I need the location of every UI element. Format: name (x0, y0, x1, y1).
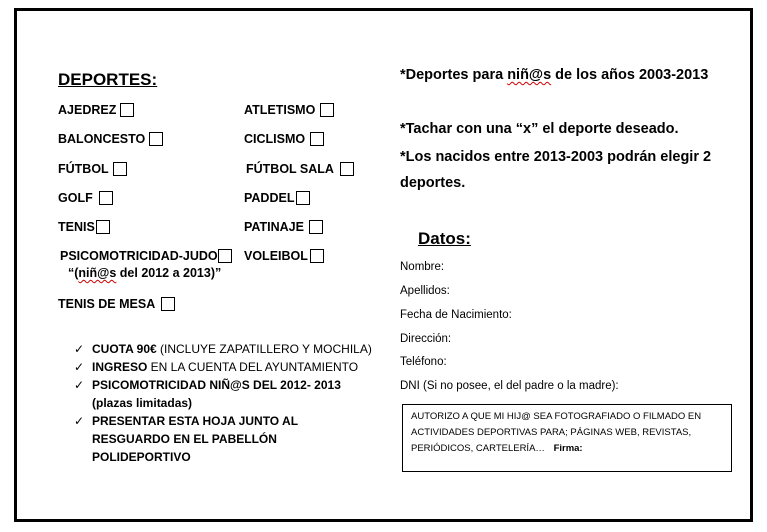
sport-label: CICLISMO (244, 132, 306, 146)
checkbox-square-icon[interactable] (149, 132, 163, 146)
sport-futbol[interactable] (58, 162, 127, 176)
checkbox-square-icon[interactable] (296, 191, 310, 205)
sport-futbol-sala[interactable] (246, 162, 354, 176)
deportes-title: DEPORTES: (58, 70, 158, 89)
list-item: ✓ INGRESO EN LA CUENTA DEL AYUNTAMIENTO (74, 360, 359, 374)
checkbox-square-icon[interactable] (340, 162, 354, 176)
note-years: *Deportes para niñ@s de los años 2003-2013 (400, 67, 709, 83)
checkbox-square-icon[interactable] (218, 249, 232, 263)
sport-baloncesto[interactable] (58, 132, 163, 146)
authorization-text: AUTORIZO A QUE MI HIJ@ SEA FOTOGRAFIADO O FILMADO EN ACTIVIDADES DEPORTIVAS PARA; PÁGINAS WEB, REVISTAS, PERIÓDICOS, CARTELERÍA… (411, 411, 702, 454)
checkmark-icon: ✓ (74, 378, 85, 392)
sport-ajedrez[interactable] (58, 103, 134, 117)
sport-voleibol[interactable] (244, 249, 324, 263)
sport-ciclismo[interactable] (244, 132, 324, 146)
sport-paddel[interactable] (244, 191, 310, 205)
field-direccion[interactable]: Dirección: (400, 333, 452, 345)
checkbox-square-icon[interactable] (310, 132, 324, 146)
note-mark-x: *Tachar con una “x” el deporte deseado. (400, 121, 679, 137)
list-item: ✓ CUOTA 90€ (INCLUYE ZAPATILLERO Y MOCHILA) (74, 342, 372, 356)
field-apellidos[interactable]: Apellidos: (400, 285, 450, 297)
checkbox-square-icon[interactable] (309, 220, 323, 234)
field-nombre[interactable]: Nombre: (400, 261, 445, 273)
sport-label: FÚTBOL SALA (246, 162, 334, 176)
sport-tenis-de-mesa[interactable] (58, 297, 175, 311)
checkmark-icon: ✓ (74, 360, 85, 374)
checkbox-square-icon[interactable] (99, 191, 113, 205)
sport-patinaje[interactable] (244, 220, 323, 234)
sport-label: PATINAJE (244, 220, 304, 234)
list-item: ✓ PSICOMOTRICIDAD NIÑ@S DEL 2012- 2013 (plazas limitadas) (74, 378, 341, 410)
checkbox-square-icon[interactable] (161, 297, 175, 311)
list-item: ✓ PRESENTAR ESTA HOJA JUNTO AL RESGUARDO EN EL PABELLÓN POLIDEPORTIVO (74, 414, 298, 464)
sport-label: PADDEL (244, 191, 295, 205)
checkmark-icon: ✓ (74, 414, 85, 428)
checkbox-square-icon[interactable] (320, 103, 334, 117)
checkbox-square-icon[interactable] (310, 249, 324, 263)
datos-title: Datos: (418, 229, 471, 248)
judo-age-note: “(niñ@s del 2012 a 2013)” (68, 266, 222, 280)
sport-psicomotricidad-judo[interactable] (60, 249, 232, 263)
sport-label: TENIS DE MESA (58, 297, 156, 311)
sport-label: GOLF (58, 191, 93, 205)
sport-label: ATLETISMO (244, 103, 316, 117)
sport-label: BALONCESTO (58, 132, 146, 146)
sport-label: TENIS (58, 220, 95, 234)
field-fecha-nacimiento[interactable]: Fecha de Nacimiento: (400, 309, 512, 321)
field-dni[interactable]: DNI (Si no posee, el del padre o la madre): (400, 380, 619, 392)
sport-label: VOLEIBOL (244, 249, 308, 263)
photo-authorization-box (402, 404, 732, 472)
note-two-sports: *Los nacidos entre 2013-2003 podrán elegir 2 deportes. (400, 149, 712, 191)
sport-atletismo[interactable] (244, 103, 334, 117)
sport-label: PSICOMOTRICIDAD-JUDO (60, 249, 218, 263)
checkmark-icon: ✓ (74, 342, 85, 356)
sport-tenis[interactable] (58, 220, 110, 234)
sport-label: AJEDREZ (58, 103, 117, 117)
sport-golf[interactable] (58, 191, 113, 205)
checkbox-square-icon[interactable] (113, 162, 127, 176)
signature-label[interactable]: Firma: (553, 443, 583, 454)
checkbox-square-icon[interactable] (96, 220, 110, 234)
checkbox-square-icon[interactable] (120, 103, 134, 117)
requirements-list (74, 340, 374, 466)
sport-label: FÚTBOL (58, 162, 109, 176)
field-telefono[interactable]: Teléfono: (400, 356, 447, 368)
